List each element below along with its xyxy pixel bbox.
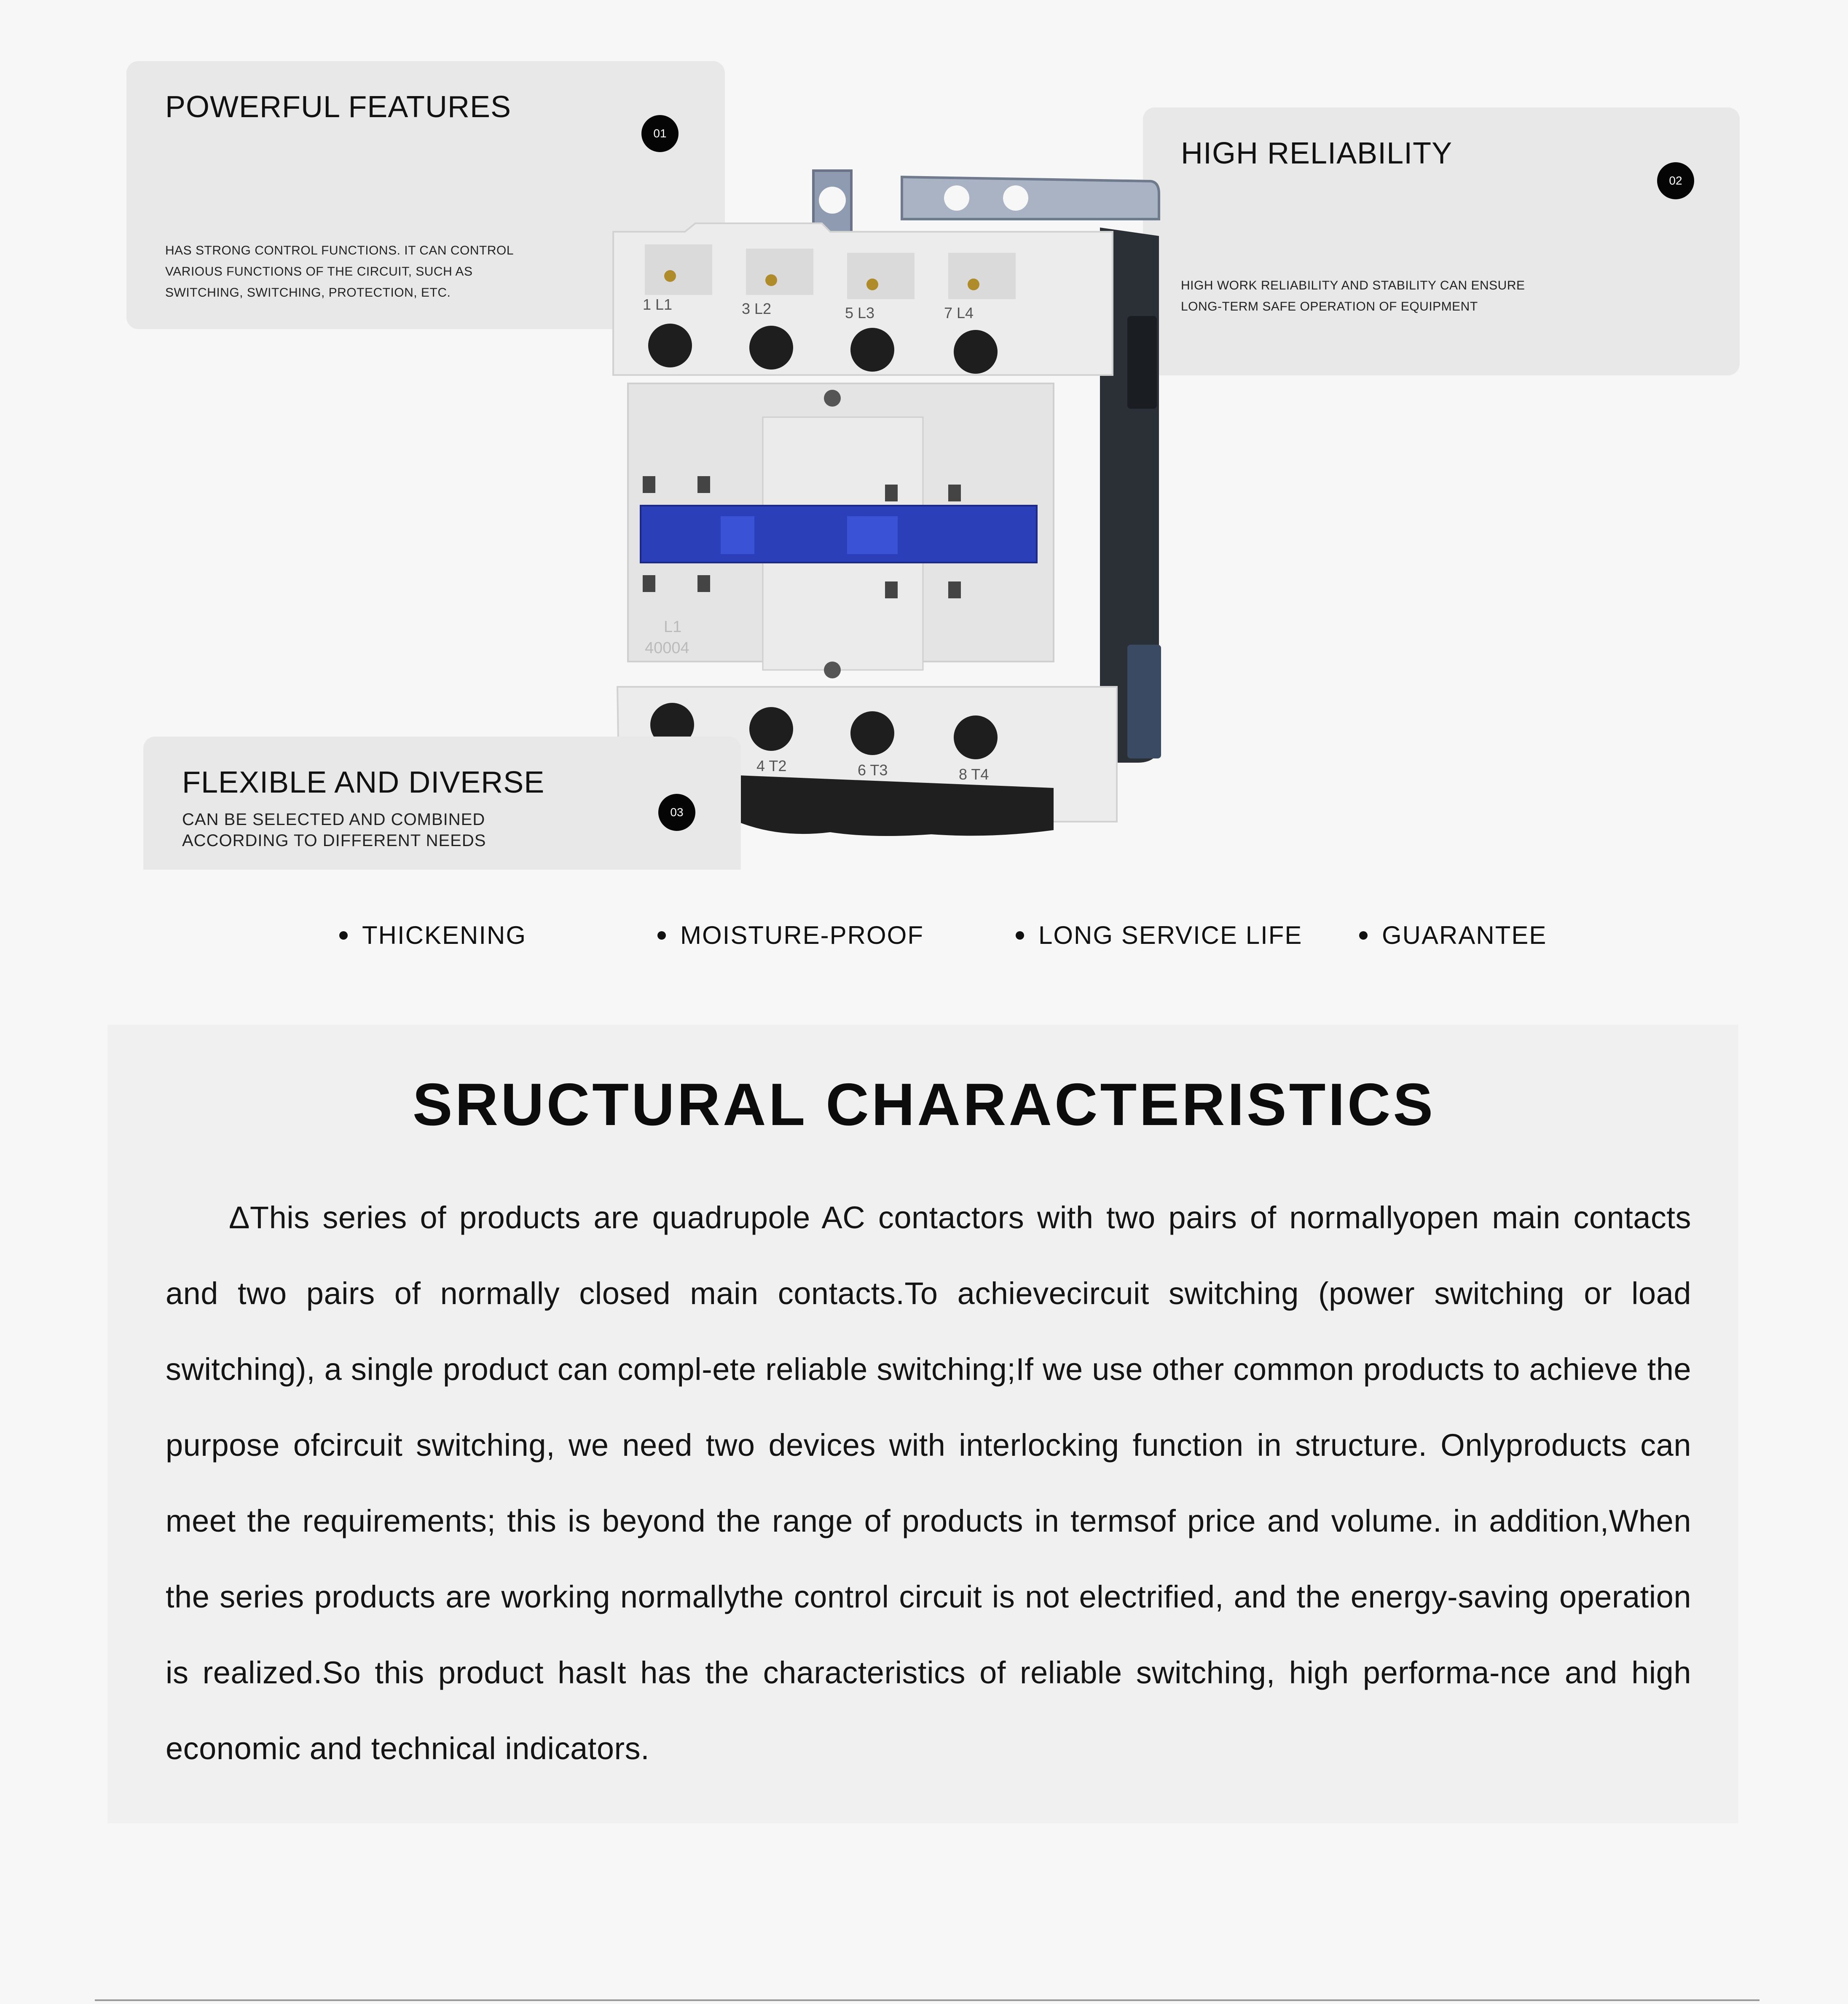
feature-label: GUARANTEE — [1382, 921, 1547, 949]
feature-label: MOISTURE-PROOF — [680, 921, 924, 949]
card-number-badge: 03 — [658, 794, 695, 831]
svg-text:8 T4: 8 T4 — [959, 766, 989, 783]
feature-item-guarantee — [1359, 921, 1547, 950]
feature-label: LONG SERVICE LIFE — [1038, 921, 1303, 949]
feature-item-long-service-life — [1016, 921, 1302, 950]
svg-text:1 L1: 1 L1 — [643, 296, 673, 313]
svg-text:5 L3: 5 L3 — [845, 304, 875, 321]
feature-label: THICKENING — [362, 921, 527, 949]
svg-text:40004: 40004 — [645, 639, 689, 657]
card-title: HIGH RELIABILITY — [1181, 137, 1453, 170]
section-body-text: ΔThis series of products are quadrupole AC contactors with two pairs of normallyopen main contacts and two pairs of normally closed main contacts.To achievecircuit switching (power switching or load switching), a single product can compl-ete reliable switching;If we use other common products to achieve the purpose ofcircuit switching, we need two devices with interlocking function in structure. Onlyproducts can meet the requirements; this is beyond the range of products in termsof price and volume. in addition,When the series products are working normallythe control circuit is not electrified, and the energy-saving operation is realized.So this product hasIt has the characteristics of reliable switching, high performa-nce and high economic and technical indicators. — [166, 1200, 1691, 1766]
bullet-icon — [657, 931, 666, 940]
svg-text:3 L2: 3 L2 — [742, 300, 772, 317]
section-title: SRUCTURAL CHARACTERISTICS — [412, 1071, 1436, 1138]
bottom-divider — [95, 1999, 1759, 2001]
card-title: POWERFUL FEATURES — [165, 90, 512, 124]
svg-text:L1: L1 — [664, 618, 682, 636]
card-description: HAS STRONG CONTROL FUNCTIONS. IT CAN CONTROL VARIOUS FUNCTIONS OF THE CIRCUIT, SUCH AS SWITCHING, SWITCHING, PROTECTION, ETC. — [165, 244, 514, 300]
bullet-icon — [1359, 931, 1368, 940]
feature-item-thickening — [339, 921, 526, 950]
svg-text:6 T3: 6 T3 — [858, 761, 888, 779]
card-description: CAN BE SELECTED AND COMBINED ACCORDING TO DIFFERENT NEEDS — [182, 810, 486, 850]
bullet-icon — [1016, 931, 1024, 940]
card-number-badge: 01 — [641, 115, 679, 152]
card-title: FLEXIBLE AND DIVERSE — [182, 766, 545, 799]
card-number-badge: 02 — [1657, 162, 1694, 199]
bullet-icon — [339, 931, 348, 940]
feature-card-flexible — [143, 737, 741, 870]
svg-text:7 L4: 7 L4 — [944, 304, 974, 321]
feature-card-reliability — [1143, 107, 1740, 375]
svg-text:4 T2: 4 T2 — [756, 757, 787, 774]
card-description: HIGH WORK RELIABILITY AND STABILITY CAN ENSURE LONG-TERM SAFE OPERATION OF EQUIPMENT — [1181, 279, 1525, 313]
feature-item-moisture-proof — [657, 921, 924, 950]
